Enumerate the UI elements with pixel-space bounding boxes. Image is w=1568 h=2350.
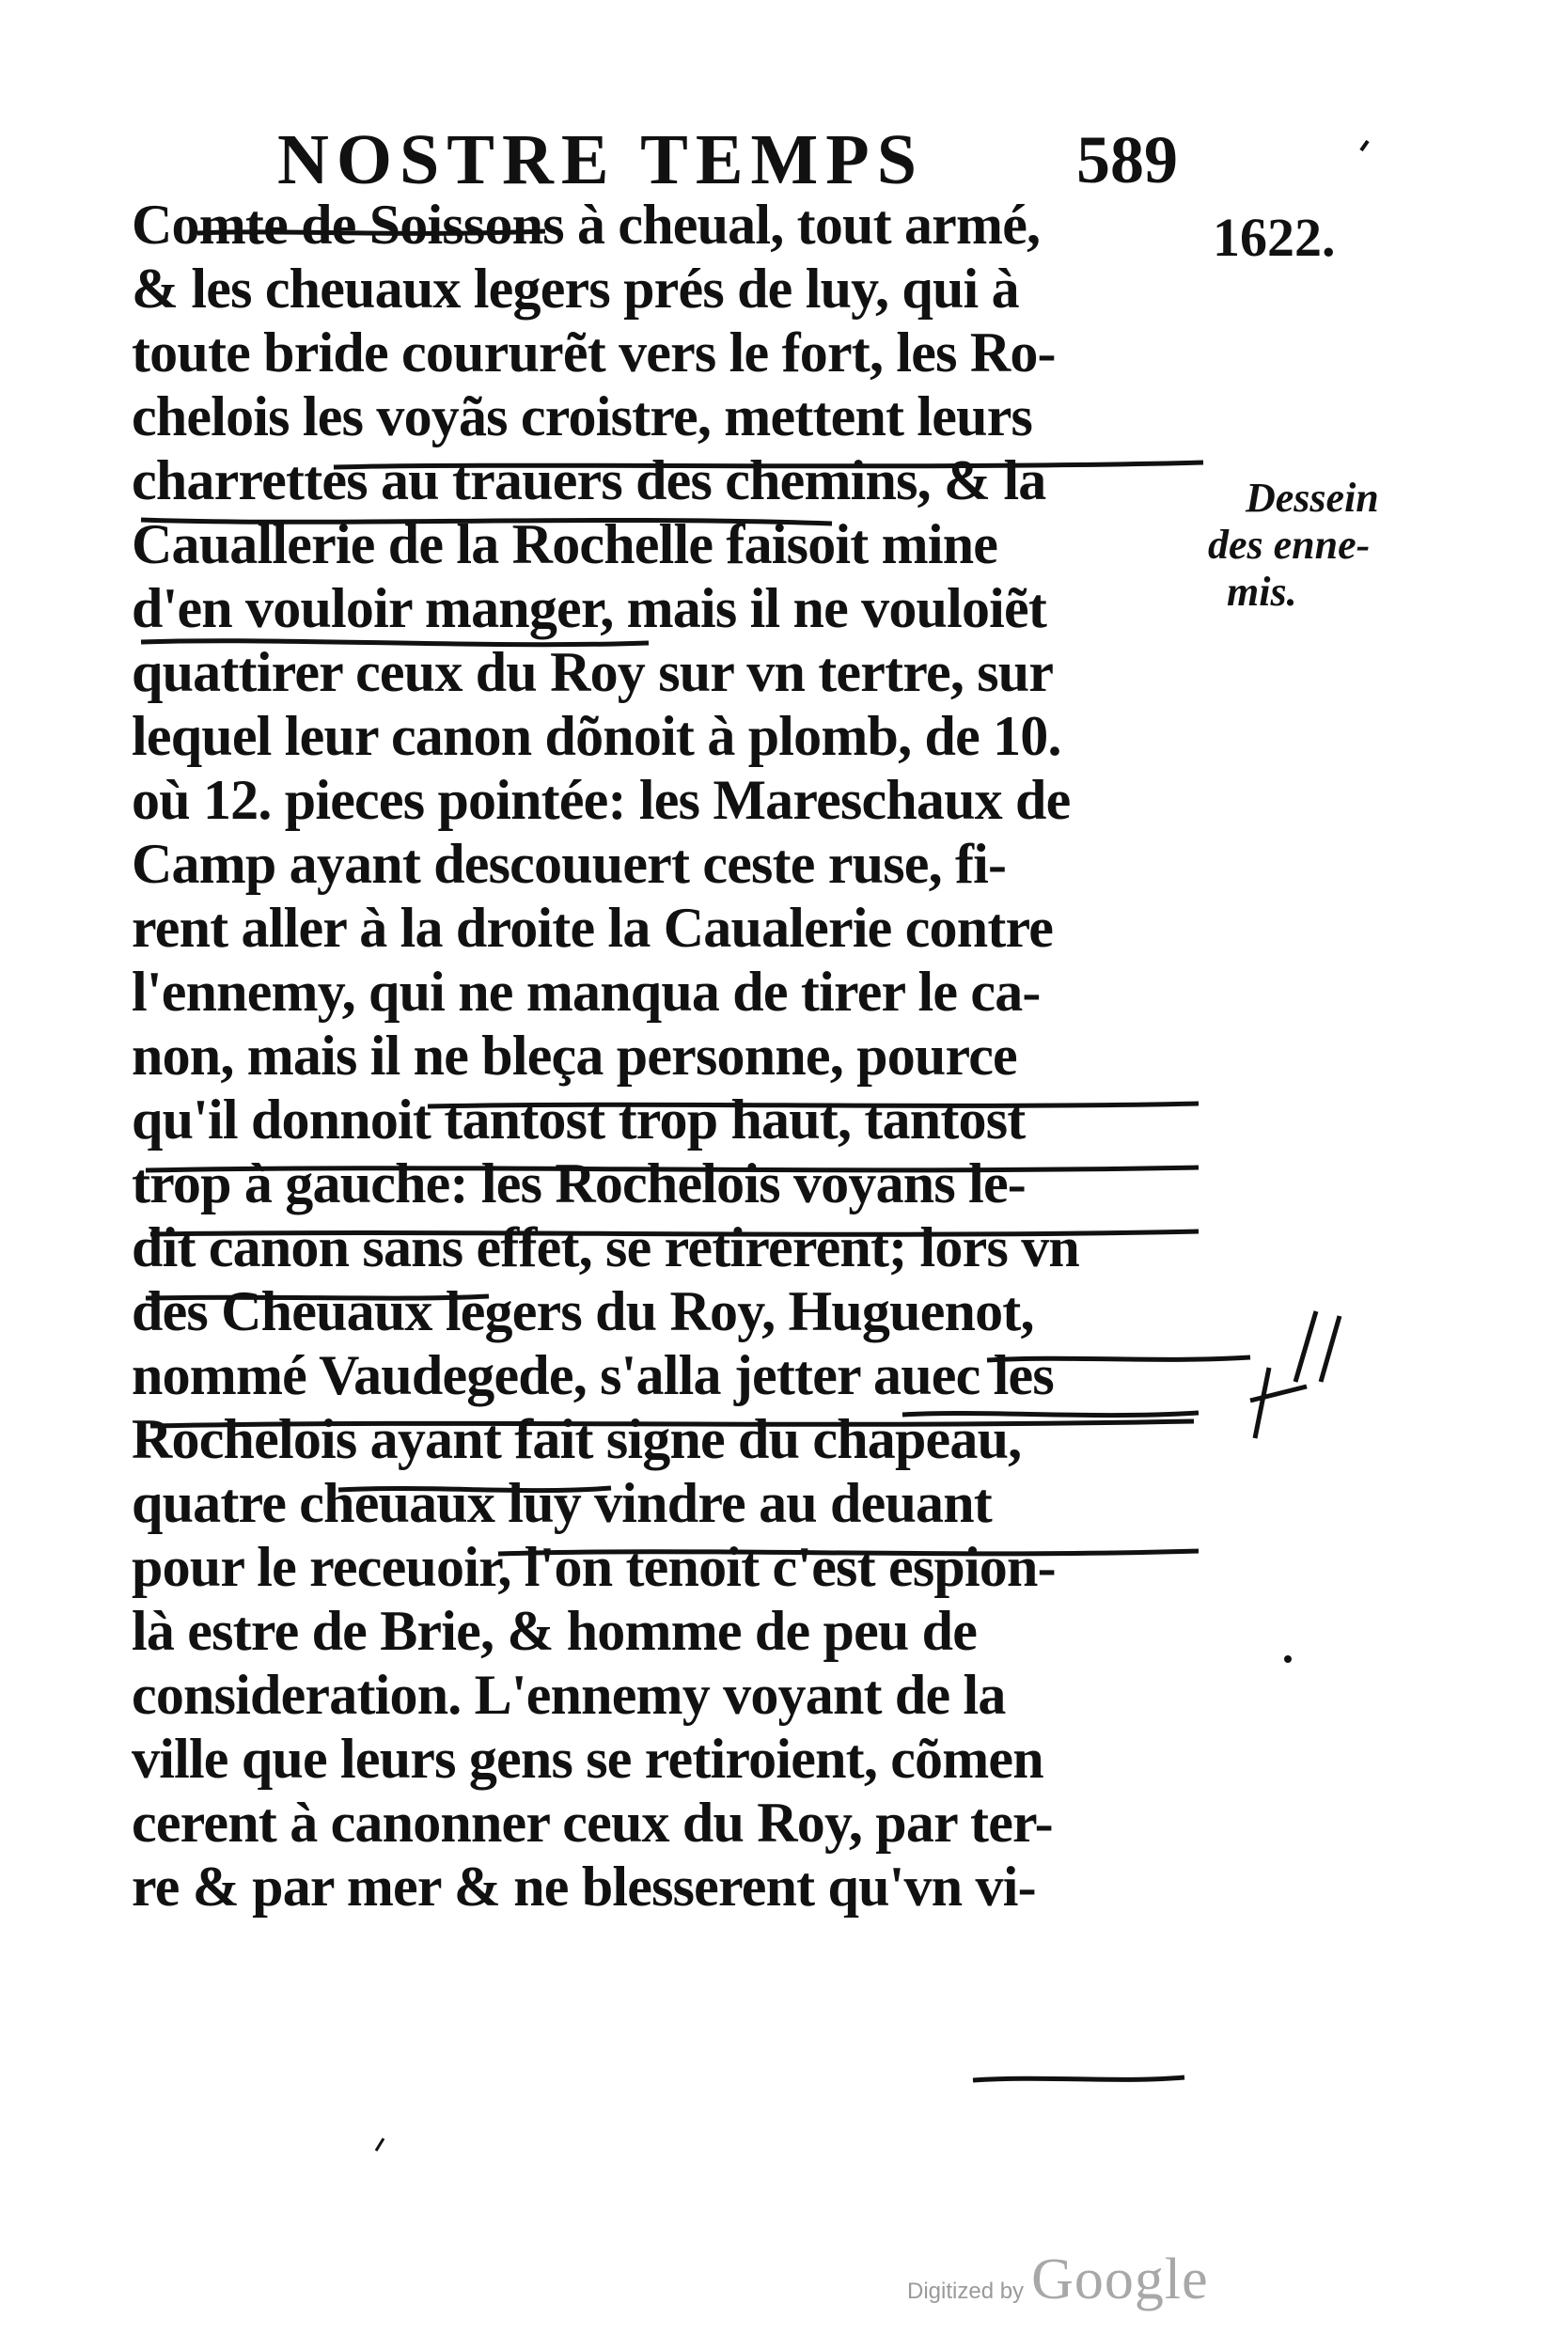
text-line: re & par mer & ne blesserent qu'vn vi- — [132, 1856, 1036, 1918]
text-line: nommé Vaudegede, s'alla jetter auec les — [132, 1344, 1054, 1406]
digitized-watermark — [907, 2247, 1209, 2313]
underline-mark — [973, 2077, 1184, 2080]
text-line: lequel leur canon dõnoit à plomb, de 10. — [132, 705, 1061, 767]
text-line: où 12. pieces pointée: les Mareschaux de — [132, 769, 1071, 831]
text-line: Camp ayant descouuert ceste ruse, fi- — [132, 833, 1007, 895]
underline-mark — [150, 1231, 1199, 1234]
page-number: 589 — [1076, 122, 1178, 197]
text-line: quattirer ceux du Roy sur vn tertre, sur — [132, 641, 1054, 703]
text-line: Cauallerie de la Rochelle faisoit mine — [132, 513, 998, 575]
underline-mark — [146, 1167, 1199, 1170]
text-line: là estre de Brie, & homme de peu de — [132, 1600, 978, 1662]
text-line: toute bride coururẽt vers le fort, les Ro- — [132, 321, 1056, 384]
text-line: dit canon sans effet, se retirerent; lors vn — [132, 1216, 1079, 1278]
strike-line — [141, 641, 649, 645]
underline-mark — [338, 1488, 611, 1491]
underline-mark — [334, 462, 1203, 467]
margin-tick — [1361, 141, 1368, 150]
margin-tick — [376, 2138, 384, 2151]
underline-mark — [498, 1551, 1199, 1554]
margin-dot — [1284, 1655, 1292, 1663]
text-line: quatre cheuaux luy vindre au deuant — [132, 1472, 992, 1534]
marginal-note-line: des enne- — [1208, 522, 1371, 568]
text-line: qu'il donnoit tantost trop haut, tantost — [132, 1089, 1026, 1151]
margin-scribble — [1321, 1316, 1340, 1382]
text-line: trop à gauche: les Rochelois voyans le- — [132, 1152, 1026, 1214]
underline-mark — [146, 1296, 489, 1298]
margin-scribble — [1250, 1386, 1307, 1401]
strike-line — [902, 1413, 1199, 1416]
text-line: non, mais il ne bleça personne, pource — [132, 1025, 1017, 1087]
running-head: NOSTRE TEMPS — [277, 120, 924, 199]
year-margin-note: 1622. — [1213, 207, 1336, 268]
underline-mark — [428, 1104, 1199, 1106]
google-logo: Google — [1031, 2248, 1209, 2311]
text-line: ville que leurs gens se retiroient, cõmen — [132, 1728, 1043, 1790]
text-line: des Cheuaux legers du Roy, Huguenot, — [132, 1280, 1034, 1342]
strike-line — [197, 231, 545, 233]
text-line: Comte de Soissons à cheual, tout armé, — [132, 194, 1041, 256]
digitized-label: Digitized by — [907, 2279, 1025, 2304]
text-line: rent aller à la droite la Caualerie contre — [132, 897, 1054, 959]
underline-mark — [150, 1421, 1194, 1426]
text-line: d'en vouloir manger, mais il ne vouloiẽt — [132, 577, 1047, 639]
text-line: cerent à canonner ceux du Roy, par ter- — [132, 1792, 1053, 1854]
underline-mark — [987, 1357, 1250, 1360]
underline-mark — [141, 520, 832, 524]
text-line: charrettes au trauers des chemins, & la — [132, 449, 1046, 511]
text-line: pour le receuoir, l'on tenoit c'est espion- — [132, 1536, 1056, 1598]
margin-scribble — [1295, 1311, 1316, 1382]
text-line: chelois les voyãs croistre, mettent leurs — [132, 385, 1033, 447]
text-line: consideration. L'ennemy voyant de la — [132, 1664, 1006, 1726]
text-line: l'ennemy, qui ne manqua de tirer le ca- — [132, 961, 1041, 1023]
text-line: & les cheuaux legers prés de luy, qui à — [132, 258, 1019, 320]
margin-scribble — [1255, 1368, 1269, 1438]
text-line: Rochelois ayant fait signe du chapeau, — [132, 1408, 1022, 1470]
marginal-note-line: mis. — [1227, 569, 1297, 615]
marginal-note-line: Dessein — [1246, 475, 1379, 521]
